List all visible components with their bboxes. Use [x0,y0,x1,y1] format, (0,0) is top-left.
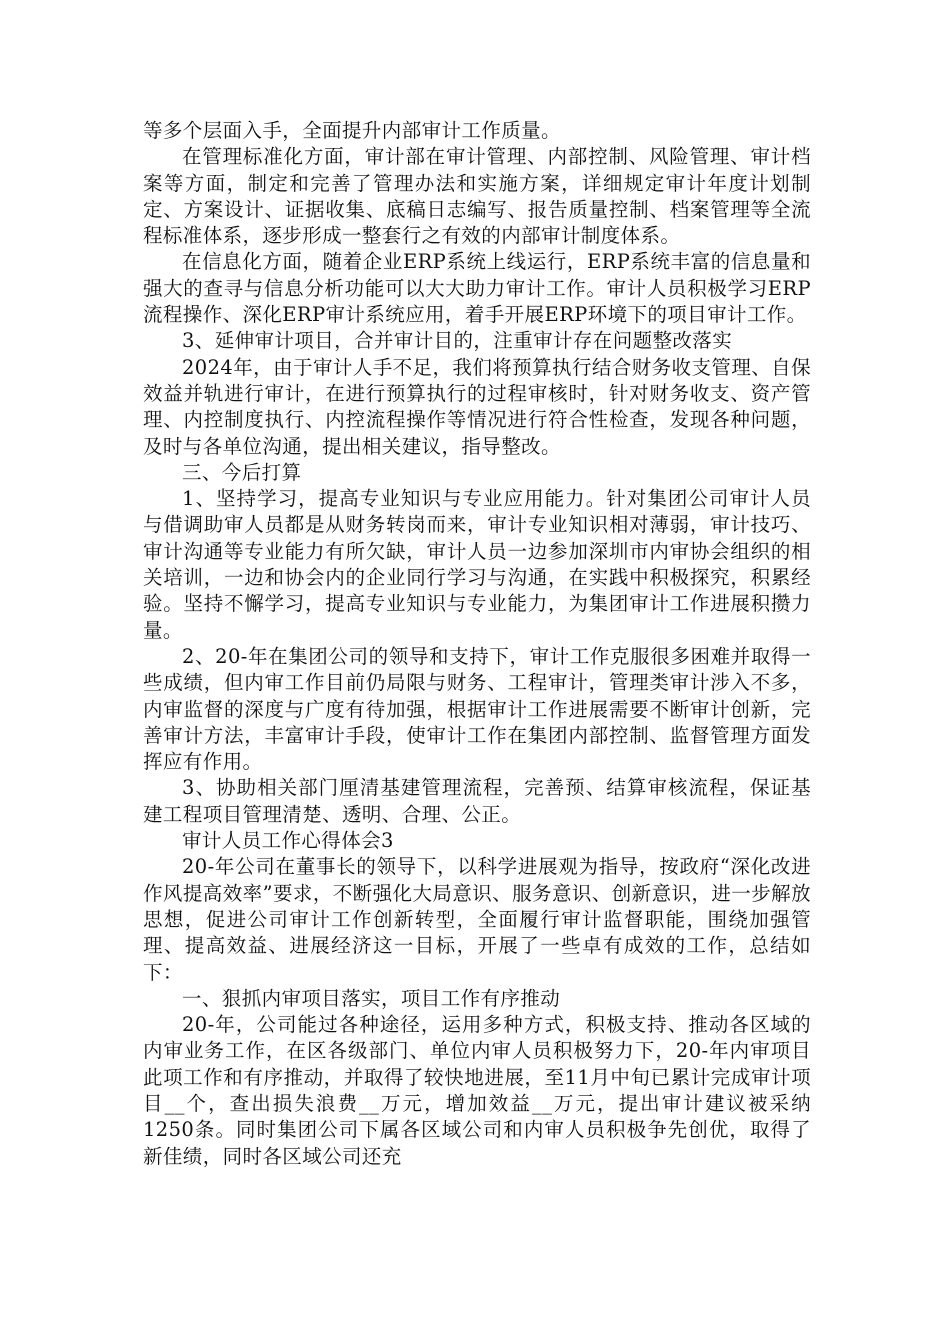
article-title: 审计人员工作心得体会3 [182,829,394,853]
section-heading-3: 3、延伸审计项目，合并审计目的，注重审计存在问题整改落实 [182,329,733,353]
section-heading-1: 一、狠抓内审项目落实，项目工作有序推动 [182,986,561,1010]
document-page [143,118,811,1170]
paragraph-11: 20-年公司在董事长的领导下，以科学进展观为指导，按政府“深化改进作风提高效率”要求，不断强化大局意识、服务意识、创新意识，进一步解放思想，促进公司审计工作创新转型，全面履行审计监督职能，围绕加强管理、提高效益、进展经济这一目标，开展了一些卓有成效的工作，总结如下： [143,855,811,984]
paragraph-1: 等多个层面入手，全面提升内部审计工作质量。 [143,119,561,142]
paragraph-7: 1、坚持学习，提高专业知识与专业应用能力。针对集团公司审计人员与借调助审人员都是从财务转岗而来，审计专业知识相对薄弱，审计技巧、审计沟通等专业能力有所欠缺，审计人员一边参加深圳市内审协会组织的相关培训，一边和协会内的企业同行学习与沟通，在实践中积极探究，积累经验。坚持不懈学习，提高专业知识与专业能力，为集团审计工作进展积攒力量。 [143,487,811,642]
paragraph-8: 2、20-年在集团公司的领导和支持下，审计工作克服很多困难并取得一些成绩，但内审工作目前仍局限与财务、工程审计，管理类审计涉入不多，内审监督的深度与广度有待加强，根据审计工作进展需要不断审计创新，完善审计方法，丰富审计手段，使审计工作在集团内部控制、监督管理方面发挥应有作用。 [143,644,811,774]
paragraph-5: 2024年，由于审计人手不足，我们将预算执行结合财务收支管理、自保效益并轨进行审计，在进行预算执行的过程审核时，针对财务收支、资产管理、内控制度执行、内控流程操作等情况进行符合性检查，发现各种问题，及时与各单位沟通，提出相关建议，指导整改。 [143,355,811,458]
section-heading-future-plans: 三、今后打算 [182,460,302,484]
paragraph-9: 3、协助相关部门厘清基建管理流程，完善预、结算审核流程，保证基建工程项目管理清楚、透明、合理、公正。 [143,776,811,826]
paragraph-2: 在管理标准化方面，审计部在审计管理、内部控制、风险管理、审计档案等方面，制定和完善了管理办法和实施方案，详细规定审计年度计划制定、方案设计、证据收集、底稿日志编写、报告质量控制、档案管理等全流程标准体系，逐步形成一整套行之有效的内部审计制度体系。 [143,145,811,248]
paragraph-3: 在信息化方面，随着企业ERP系统上线运行，ERP系统丰富的信息量和强大的查寻与信息分析功能可以大大助力审计工作。审计人员积极学习ERP流程操作、深化ERP审计系统应用，着手开展ERP环境下的项目审计工作。 [143,250,811,327]
paragraph-13: 20-年，公司能过各种途径，运用多种方式，积极支持、推动各区域的内审业务工作，在区各级部门、单位内审人员积极努力下，20-年内审项目此项工作和有序推动，并取得了较快地进展，至11月中旬已累计完成审计项目__个，查出损失浪费__万元，增加效益__万元，提出审计建议被采纳1250条。同时集团公司下属各区域公司和内审人员积极争先创优，取得了新佳绩，同时各区域公司还充 [143,1013,811,1168]
